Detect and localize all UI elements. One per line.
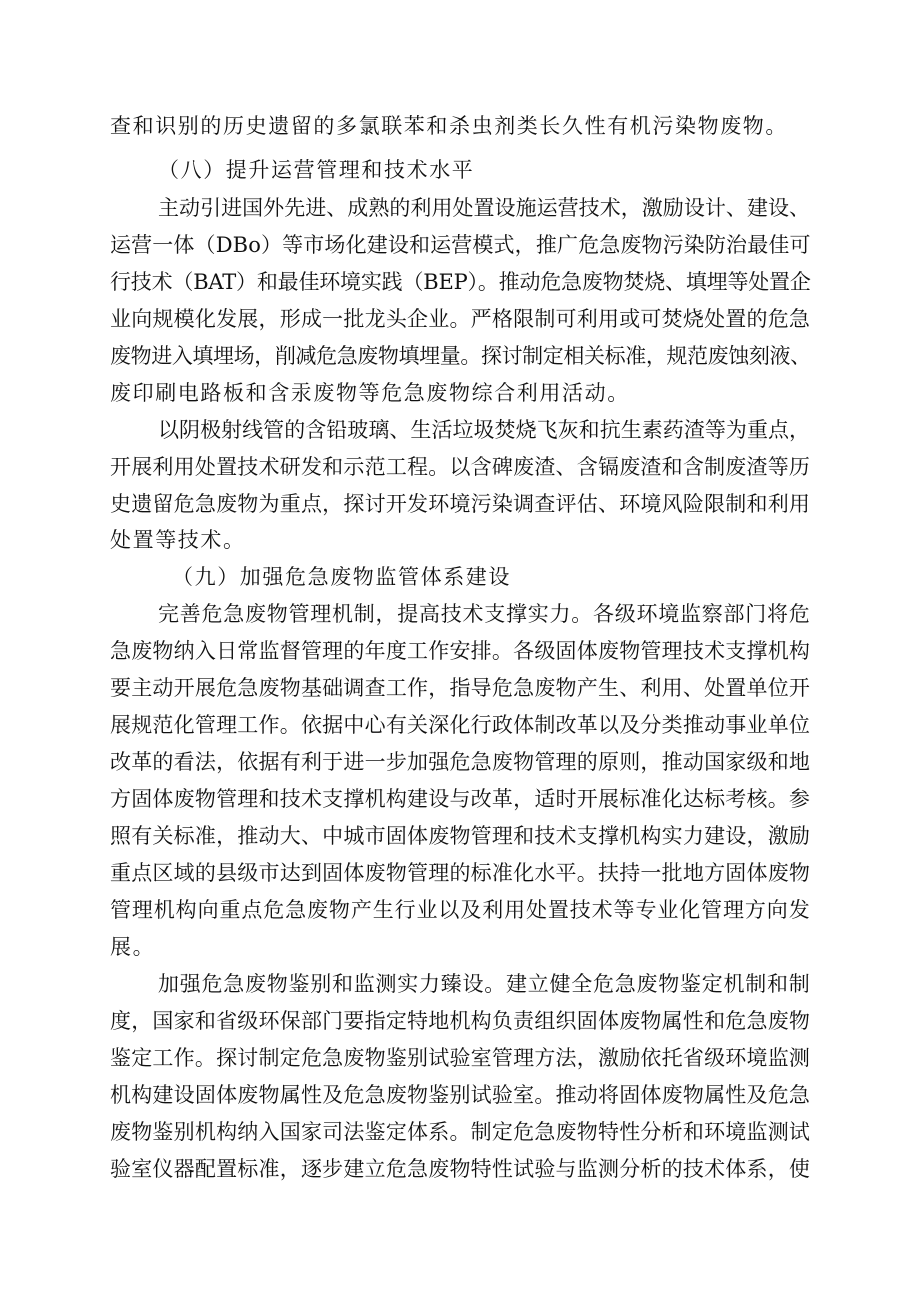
text-line-content: 主动引进国外先进、成熟的利用处置设施运营技术，激励设计、建设、 [158, 196, 811, 220]
section-heading-8 [0, 152, 920, 188]
text-line [0, 412, 920, 448]
text-line [0, 744, 920, 780]
section-heading-text: （八）提升运营管理和技术水平 [158, 158, 475, 182]
text-line [0, 301, 920, 337]
text-line [0, 707, 920, 743]
text-line [0, 633, 920, 669]
text-line [0, 929, 920, 965]
text-line [0, 596, 920, 632]
text-line-content: 业向规模化发展，形成一批龙头企业。严格限制可利用或可焚烧处置的危急 [110, 307, 811, 331]
text-line-content: 行技术（BAT）和最佳环境实践（BEP）。推动危急废物焚烧、填埋等处置企 [110, 270, 811, 294]
text-line [0, 338, 920, 374]
text-line-content: 机构建设固体废物属性及危急废物鉴别试验室。推动将固体废物属性及危急 [110, 1083, 811, 1107]
text-line-content: 废物进入填埋场，削减危急废物填埋量。探讨制定相关标准，规范废蚀刻液、 [110, 344, 811, 368]
text-line [0, 108, 920, 144]
text-line [0, 670, 920, 706]
text-line-content: 完善危急废物管理机制，提高技术支撑实力。各级环境监察部门将危 [158, 602, 811, 626]
text-line [0, 1040, 920, 1076]
text-line-content: 重点区域的县级市达到固体废物管理的标准化水平。扶持一批地方固体废物 [110, 861, 811, 885]
text-line-content: 改革的看法，依据有利于进一步加强危急废物管理的原则，推动国家级和地 [110, 750, 811, 774]
text-line [0, 1151, 920, 1187]
text-line-content: 管理机构向重点危急废物产生行业以及利用处置技术等专业化管理方向发 [110, 898, 811, 922]
text-line-content: 处置等技术。 [110, 528, 246, 552]
text-line [0, 375, 920, 411]
text-line-content: 照有关标准，推动大、中城市固体废物管理和技术支撑机构实力建设，激励 [110, 824, 811, 848]
text-line-content: 查和识别的历史遗留的多氯联苯和杀虫剂类长久性有机污染物废物。 [110, 114, 788, 138]
text-line-content: 方固体废物管理和技术支撑机构建设与改革，适时开展标准化达标考核。参 [110, 787, 811, 811]
text-line [0, 449, 920, 485]
text-line [0, 190, 920, 226]
section-heading-9 [0, 559, 920, 595]
text-line [0, 1003, 920, 1039]
text-line [0, 227, 920, 263]
text-line-content: 废物鉴别机构纳入国家司法鉴定体系。制定危急废物特性分析和环境监测试 [110, 1120, 811, 1144]
text-line [0, 781, 920, 817]
text-line-content: 运营一体（DBo）等市场化建设和运营模式，推广危急废物污染防治最佳可 [110, 233, 811, 257]
text-line [0, 264, 920, 300]
text-line-content: 以阴极射线管的含铅玻璃、生活垃圾焚烧飞灰和抗生素药渣等为重点， [158, 418, 811, 442]
text-line-content: 加强危急废物鉴别和监测实力臻设。建立健全危急废物鉴定机制和制 [158, 972, 811, 996]
text-line-content: 展。 [110, 935, 156, 959]
section-heading-text: （九）加强危急废物监管体系建设 [172, 565, 511, 589]
text-line-content: 验室仪器配置标准，逐步建立危急废物特性试验与监测分析的技术体系，使 [110, 1157, 811, 1181]
text-line [0, 855, 920, 891]
text-line [0, 892, 920, 928]
text-line-content: 废印刷电路板和含汞废物等危急废物综合利用活动。 [110, 381, 630, 405]
text-line [0, 966, 920, 1002]
text-line [0, 1114, 920, 1150]
text-line-content: 急废物纳入日常监督管理的年度工作安排。各级固体废物管理技术支撑机构 [110, 639, 811, 663]
text-line-content: 展规范化管理工作。依据中心有关深化行政体制改革以及分类推动事业单位 [110, 713, 811, 737]
text-line [0, 486, 920, 522]
text-line-content: 要主动开展危急废物基础调查工作，指导危急废物产生、利用、处置单位开 [110, 676, 811, 700]
text-line [0, 522, 920, 558]
text-line-content: 度，国家和省级环保部门要指定特地机构负责组织固体废物属性和危急废物 [110, 1009, 811, 1033]
text-line [0, 1077, 920, 1113]
text-line-content: 鉴定工作。探讨制定危急废物鉴别试验室管理方法，激励依托省级环境监测 [110, 1046, 811, 1070]
text-line-content: 史遗留危急废物为重点，探讨开发环境污染调查评估、环境风险限制和利用 [110, 492, 811, 516]
text-line-content: 开展利用处置技术研发和示范工程。以含碑废渣、含镉废渣和含制废渣等历 [110, 455, 811, 479]
text-line [0, 818, 920, 854]
